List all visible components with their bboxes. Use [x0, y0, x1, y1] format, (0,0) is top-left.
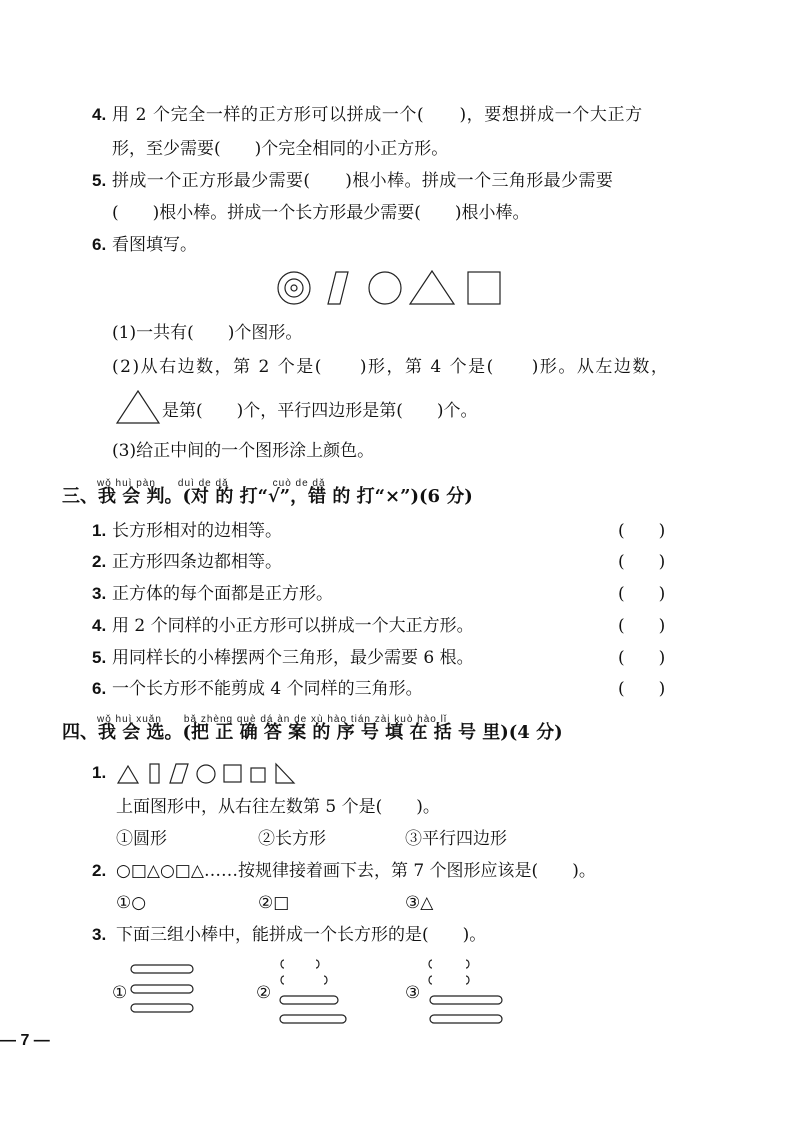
sec4-q2-number: 2. [92, 861, 107, 880]
stick-group-2 [278, 958, 348, 1028]
square-icon [468, 272, 500, 304]
option[interactable]: ① [112, 983, 128, 1003]
stick-icon [280, 996, 338, 1004]
stick-icon [131, 965, 193, 973]
q4-line2: 形，至少需要( )个完全相同的小正方形。 [112, 139, 449, 159]
parallelogram-icon [328, 272, 348, 304]
q4-line1: 用 2 个完全一样的正方形可以拼成一个( )，要想拼成一个大正方 [112, 105, 643, 125]
q5-line2: ( )根小棒。拼成一个长方形最少需要( )根小棒。 [112, 203, 530, 223]
q6-shapes-figure [276, 270, 506, 306]
q4-number: 4. [92, 105, 107, 124]
stick-icon [131, 1004, 193, 1012]
sec3-item-num: 6. [92, 679, 107, 698]
sec3-item-text: 用同样长的小棒摆两个三角形，最少需要 6 根。 [112, 648, 474, 668]
square-icon [224, 765, 241, 782]
sec4-title: 四、我 会 选。(把 正 确 答 案 的 序 号 填 在 括 号 里)(4 分) [62, 722, 563, 743]
stick-icon [281, 976, 327, 984]
q6-text: 看图填写。 [112, 235, 197, 255]
circle-icon [369, 272, 401, 304]
triangle-icon [410, 271, 454, 304]
sec4-q2-text: ○□△○□△……按规律接着画下去，第 7 个图形应该是( )。 [116, 861, 596, 881]
answer-paren[interactable]: ( ) [618, 584, 666, 604]
stick-icon [430, 1015, 502, 1023]
sec3-item-text: 用 2 个同样的小正方形可以拼成一个大正方形。 [112, 616, 474, 636]
stick-icon [430, 996, 502, 1004]
answer-paren[interactable]: ( ) [618, 616, 666, 636]
sec3-item-text: 正方形四条边都相等。 [112, 552, 282, 572]
answer-paren[interactable]: ( ) [618, 552, 666, 572]
answer-paren[interactable]: ( ) [618, 521, 666, 541]
stick-icon [281, 960, 319, 968]
option[interactable]: ③ [405, 983, 421, 1003]
q5-line1: 拼成一个正方形最少需要( )根小棒。拼成一个三角形最少需要 [112, 171, 614, 191]
sec3-item-num: 2. [92, 552, 107, 571]
tall-rectangle-icon [150, 764, 159, 783]
option[interactable]: ②□ [258, 893, 290, 913]
stick-group-1 [130, 962, 200, 1022]
sec4-q3-text: 下面三组小棒中，能拼成一个长方形的是( )。 [116, 925, 487, 945]
sec3-item-num: 5. [92, 648, 107, 667]
circle-icon [197, 765, 215, 783]
sec3-item-text: 一个长方形不能剪成 4 个同样的三角形。 [112, 679, 423, 699]
option[interactable]: ②长方形 [258, 829, 326, 849]
stick-icon [429, 976, 469, 984]
stick-icon [429, 960, 469, 968]
q6-sub2: (2)从右边数，第 2 个是( )形，第 4 个是( )形。从左边数， [112, 357, 670, 377]
option[interactable]: ③△ [405, 893, 434, 913]
stick-icon [280, 1015, 346, 1023]
page-number: — 7 — [0, 1032, 50, 1049]
stick-icon [131, 985, 193, 993]
q6-sub3: (3)给正中间的一个图形涂上颜色。 [112, 441, 375, 461]
option[interactable]: ③平行四边形 [405, 829, 507, 849]
q6-sub1: (1)一共有( )个图形。 [112, 323, 303, 343]
q6-sub2b: 是第( )个，平行四边形是第( )个。 [162, 401, 478, 421]
sec4-q1-number: 1. [92, 763, 107, 782]
sec3-item-num: 1. [92, 521, 107, 540]
sec3-item-num: 3. [92, 584, 107, 603]
answer-paren[interactable]: ( ) [618, 648, 666, 668]
target-circle-icon [278, 272, 310, 304]
parallelogram-icon [170, 764, 188, 783]
sec4-pinyin: wǒ huì xuǎn bǎ zhèng què dá àn de xù hào tián zài kuò hào lǐ [97, 714, 448, 725]
sec3-title: 三、我 会 判。(对 的 打“√”，错 的 打“×”)(6 分) [62, 486, 473, 507]
sec4-q3-number: 3. [92, 925, 107, 944]
right-triangle-icon [276, 764, 294, 783]
sec3-item-num: 4. [92, 616, 107, 635]
option[interactable]: ①圆形 [116, 829, 167, 849]
q5-number: 5. [92, 171, 107, 190]
stick-group-3 [428, 958, 508, 1028]
triangle-icon [118, 766, 138, 783]
sec3-item-text: 正方体的每个面都是正方形。 [112, 584, 333, 604]
sec4-q1-text: 上面图形中，从右往左数第 5 个是( )。 [116, 797, 440, 817]
q1-shapes-figure [116, 762, 336, 786]
option[interactable]: ①○ [116, 893, 147, 913]
q6-number: 6. [92, 235, 107, 254]
small-square-icon [251, 768, 265, 782]
sec3-item-text: 长方形相对的边相等。 [112, 521, 282, 541]
option[interactable]: ② [256, 983, 272, 1003]
small-triangle-icon [116, 390, 160, 424]
sec3-pinyin: wǒ huì pàn duì de dǎ cuò de dǎ [97, 478, 326, 489]
answer-paren[interactable]: ( ) [618, 679, 666, 699]
